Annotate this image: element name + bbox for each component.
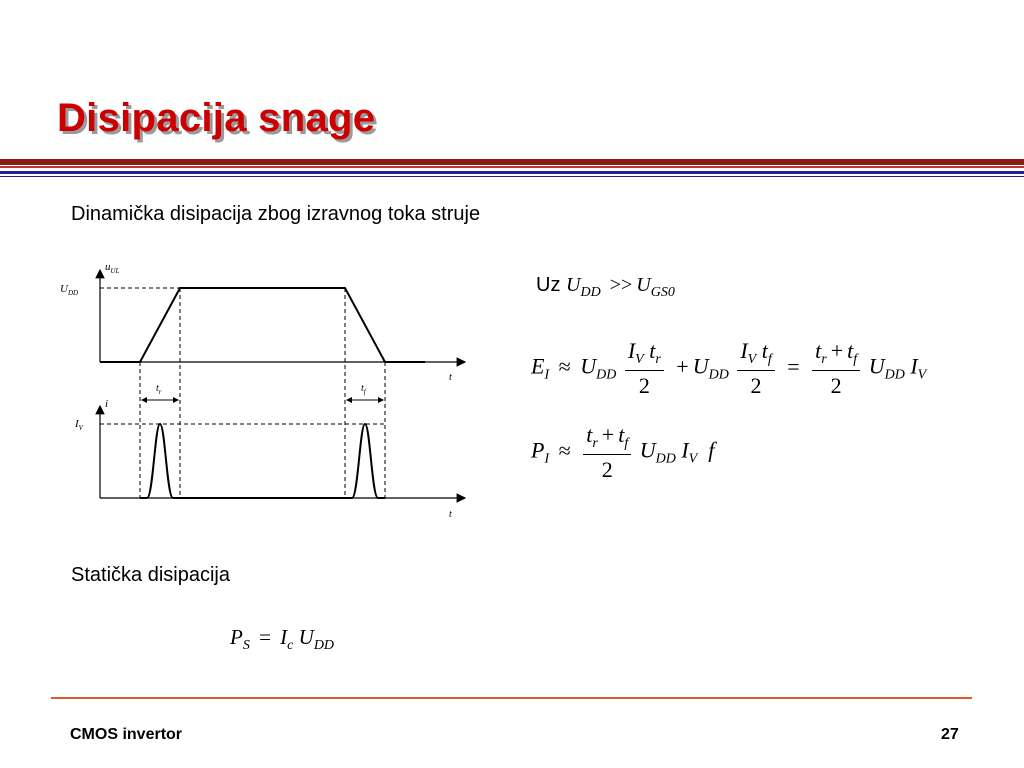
condition-line: Uz $U_{DD} >> U_{GS0}$ — [536, 274, 675, 300]
header-rule-red — [0, 159, 1024, 165]
dynamic-dissipation-heading: Dinamička disipacija zbog izravnog toka struje — [71, 203, 481, 225]
u-axis-label: $u_{UL}$ — [105, 261, 120, 275]
t-label-bottom: t — [449, 509, 452, 520]
current-pulse-2 — [345, 424, 385, 498]
footer-title: CMOS invertor — [70, 726, 183, 743]
page-number: 27 — [941, 726, 959, 743]
static-power-equation: $P_S = I_c$ $U_{DD}$ — [230, 625, 335, 653]
condition-prefix: Uz — [536, 274, 561, 296]
fraction-iv-tf: $\frac{I_V t_f}{2}$ — [737, 338, 774, 399]
fraction-tr-tf-power: $\frac{t_r + t_f}{2}$ — [583, 422, 631, 483]
tf-label: $t_f$ — [361, 383, 366, 396]
header-rule-blue-thin — [0, 176, 1024, 177]
waveform-diagram — [55, 258, 475, 528]
static-dissipation-heading: Statička disipacija — [71, 564, 230, 586]
tr-label: $t_r$ — [156, 383, 162, 396]
slide-title: Disipacija snage — [57, 96, 376, 140]
header-rule-red-thin — [0, 166, 1024, 168]
i-axis-label: i — [105, 398, 109, 410]
fraction-iv-tr: $\frac{I_V t_r}{2}$ — [625, 338, 664, 399]
voltage-waveform — [100, 288, 425, 362]
udd-label: $U_{DD}$ — [60, 283, 79, 297]
t-label-top: t — [449, 372, 452, 383]
power-equation: $P_I$ ≈ $\frac{t_r + t_f}{2}$ $U_{DD}$ $I_V$ f — [531, 422, 715, 482]
current-pulse-1 — [140, 424, 180, 498]
header-rule-blue — [0, 171, 1024, 174]
fraction-tr-tf: $\frac{t_r + t_f}{2}$ — [812, 338, 860, 399]
energy-equation: $E_I \approx U_{DD}$ $\frac{I_V t_r}{2}$ + $U_{DD}$ $\frac{I_V t_f}{2}$ = $\frac{t_r + t_f}{2}$ $U_{DD}$ $I_V$ — [531, 338, 927, 398]
footer-rule — [51, 697, 972, 699]
iv-label: $I_V$ — [75, 418, 83, 432]
